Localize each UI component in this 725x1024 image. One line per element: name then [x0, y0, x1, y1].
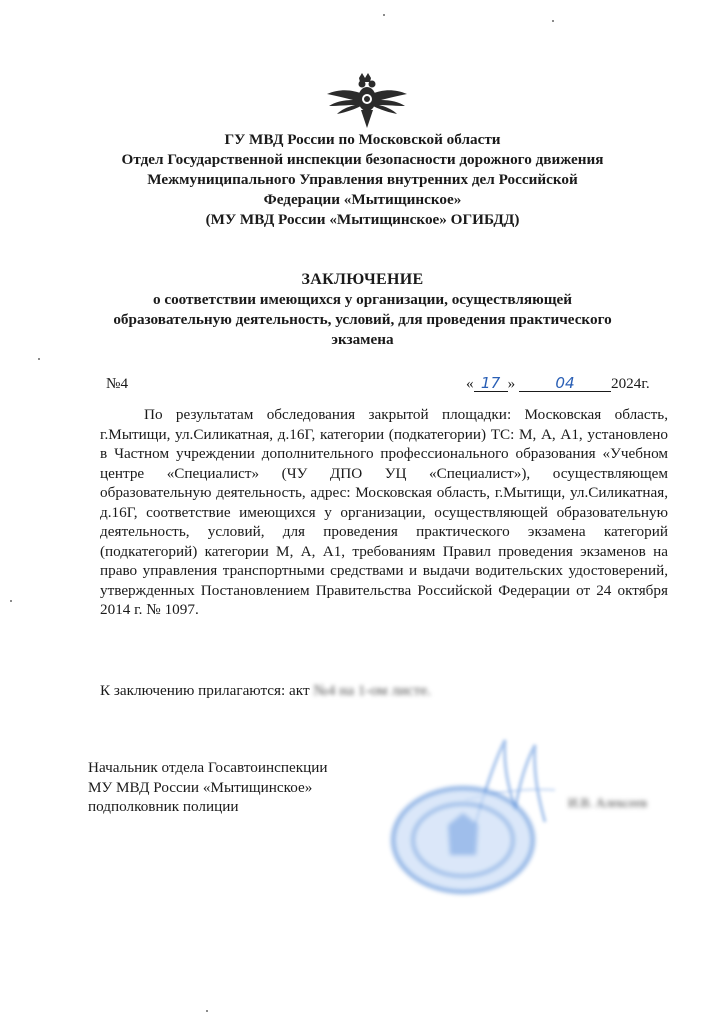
header-line-4: Федерации «Мытищинское»	[263, 191, 462, 208]
document-body-paragraph: По результатам обследования закрытой площадки: Московская область, г.Мытищи, ул.Силикатная, д.16Г, категории (подкатегории) ТС: М, А, А1, установлено в Частном учреждении дополнительного профессионального образования «Учебном центре «Специалист» (ЧУ ДПО УЦ «Специалист»), осуществляющем образовательную деятельность, адрес: Московская область, г.Мытищи, ул.Силикатная, д.16Г, соответствие имеющихся у организации, осуществляющей образовательную деятельность, условий, для проведения практического экзамена категорий (подкатегорий) категории М, А, А1, требованиям Правил проведения экзаменов на право управления транспортными средствами и выдачи водительских удостоверений, утвержденных Постановлением Правительства Российской Федерации от 24 октября 2014 г. № 1097.	[100, 406, 668, 618]
document-number: №4	[106, 375, 129, 392]
date-open-quote: «	[466, 375, 474, 392]
document-subtitle-line-1: о соответствии имеющихся у организации, осуществляющей	[152, 291, 573, 308]
header-line-3: Межмуниципального Управления внутренних дел Российской	[147, 171, 578, 188]
signatory-block	[88, 758, 328, 817]
official-stamp	[388, 785, 538, 895]
signatory-rank: подполковник полиции	[88, 798, 239, 815]
scan-speck	[206, 1010, 208, 1012]
document-subtitle-line-3: экзамена	[331, 331, 394, 348]
date-year: 2024г.	[610, 375, 650, 392]
date-month-handwritten: 04	[519, 376, 611, 392]
date-close-quote: »	[507, 375, 516, 392]
signer-name-redacted: И.В. Алексеев	[568, 795, 648, 810]
attachment-details-redacted: №4 на 1-ом листе.	[313, 682, 431, 699]
document-title-block	[60, 270, 665, 350]
scan-speck	[38, 358, 40, 360]
scan-speck	[383, 14, 385, 16]
scan-speck	[552, 20, 554, 22]
header-line-2: Отдел Государственной инспекции безопасности дорожного движения	[121, 151, 604, 168]
attachment-line	[100, 682, 431, 700]
document-date	[466, 375, 650, 393]
scan-speck	[10, 600, 12, 602]
header-line-1: ГУ МВД России по Московской области	[224, 131, 501, 148]
date-day-handwritten: 17	[474, 376, 508, 392]
mvd-emblem-icon	[325, 72, 409, 130]
organization-header	[60, 130, 665, 230]
signatory-position-1: Начальник отдела Госавтоинспекции	[88, 759, 328, 776]
header-line-5: (МУ МВД России «Мытищинское» ОГИБДД)	[205, 211, 520, 228]
signatory-position-2: МУ МВД России «Мытищинское»	[88, 778, 313, 796]
attachment-label: К заключению прилагаются: акт	[100, 682, 310, 699]
document-title: ЗАКЛЮЧЕНИЕ	[301, 271, 424, 288]
document-subtitle-line-2: образовательную деятельность, условий, для проведения практического	[113, 311, 612, 328]
